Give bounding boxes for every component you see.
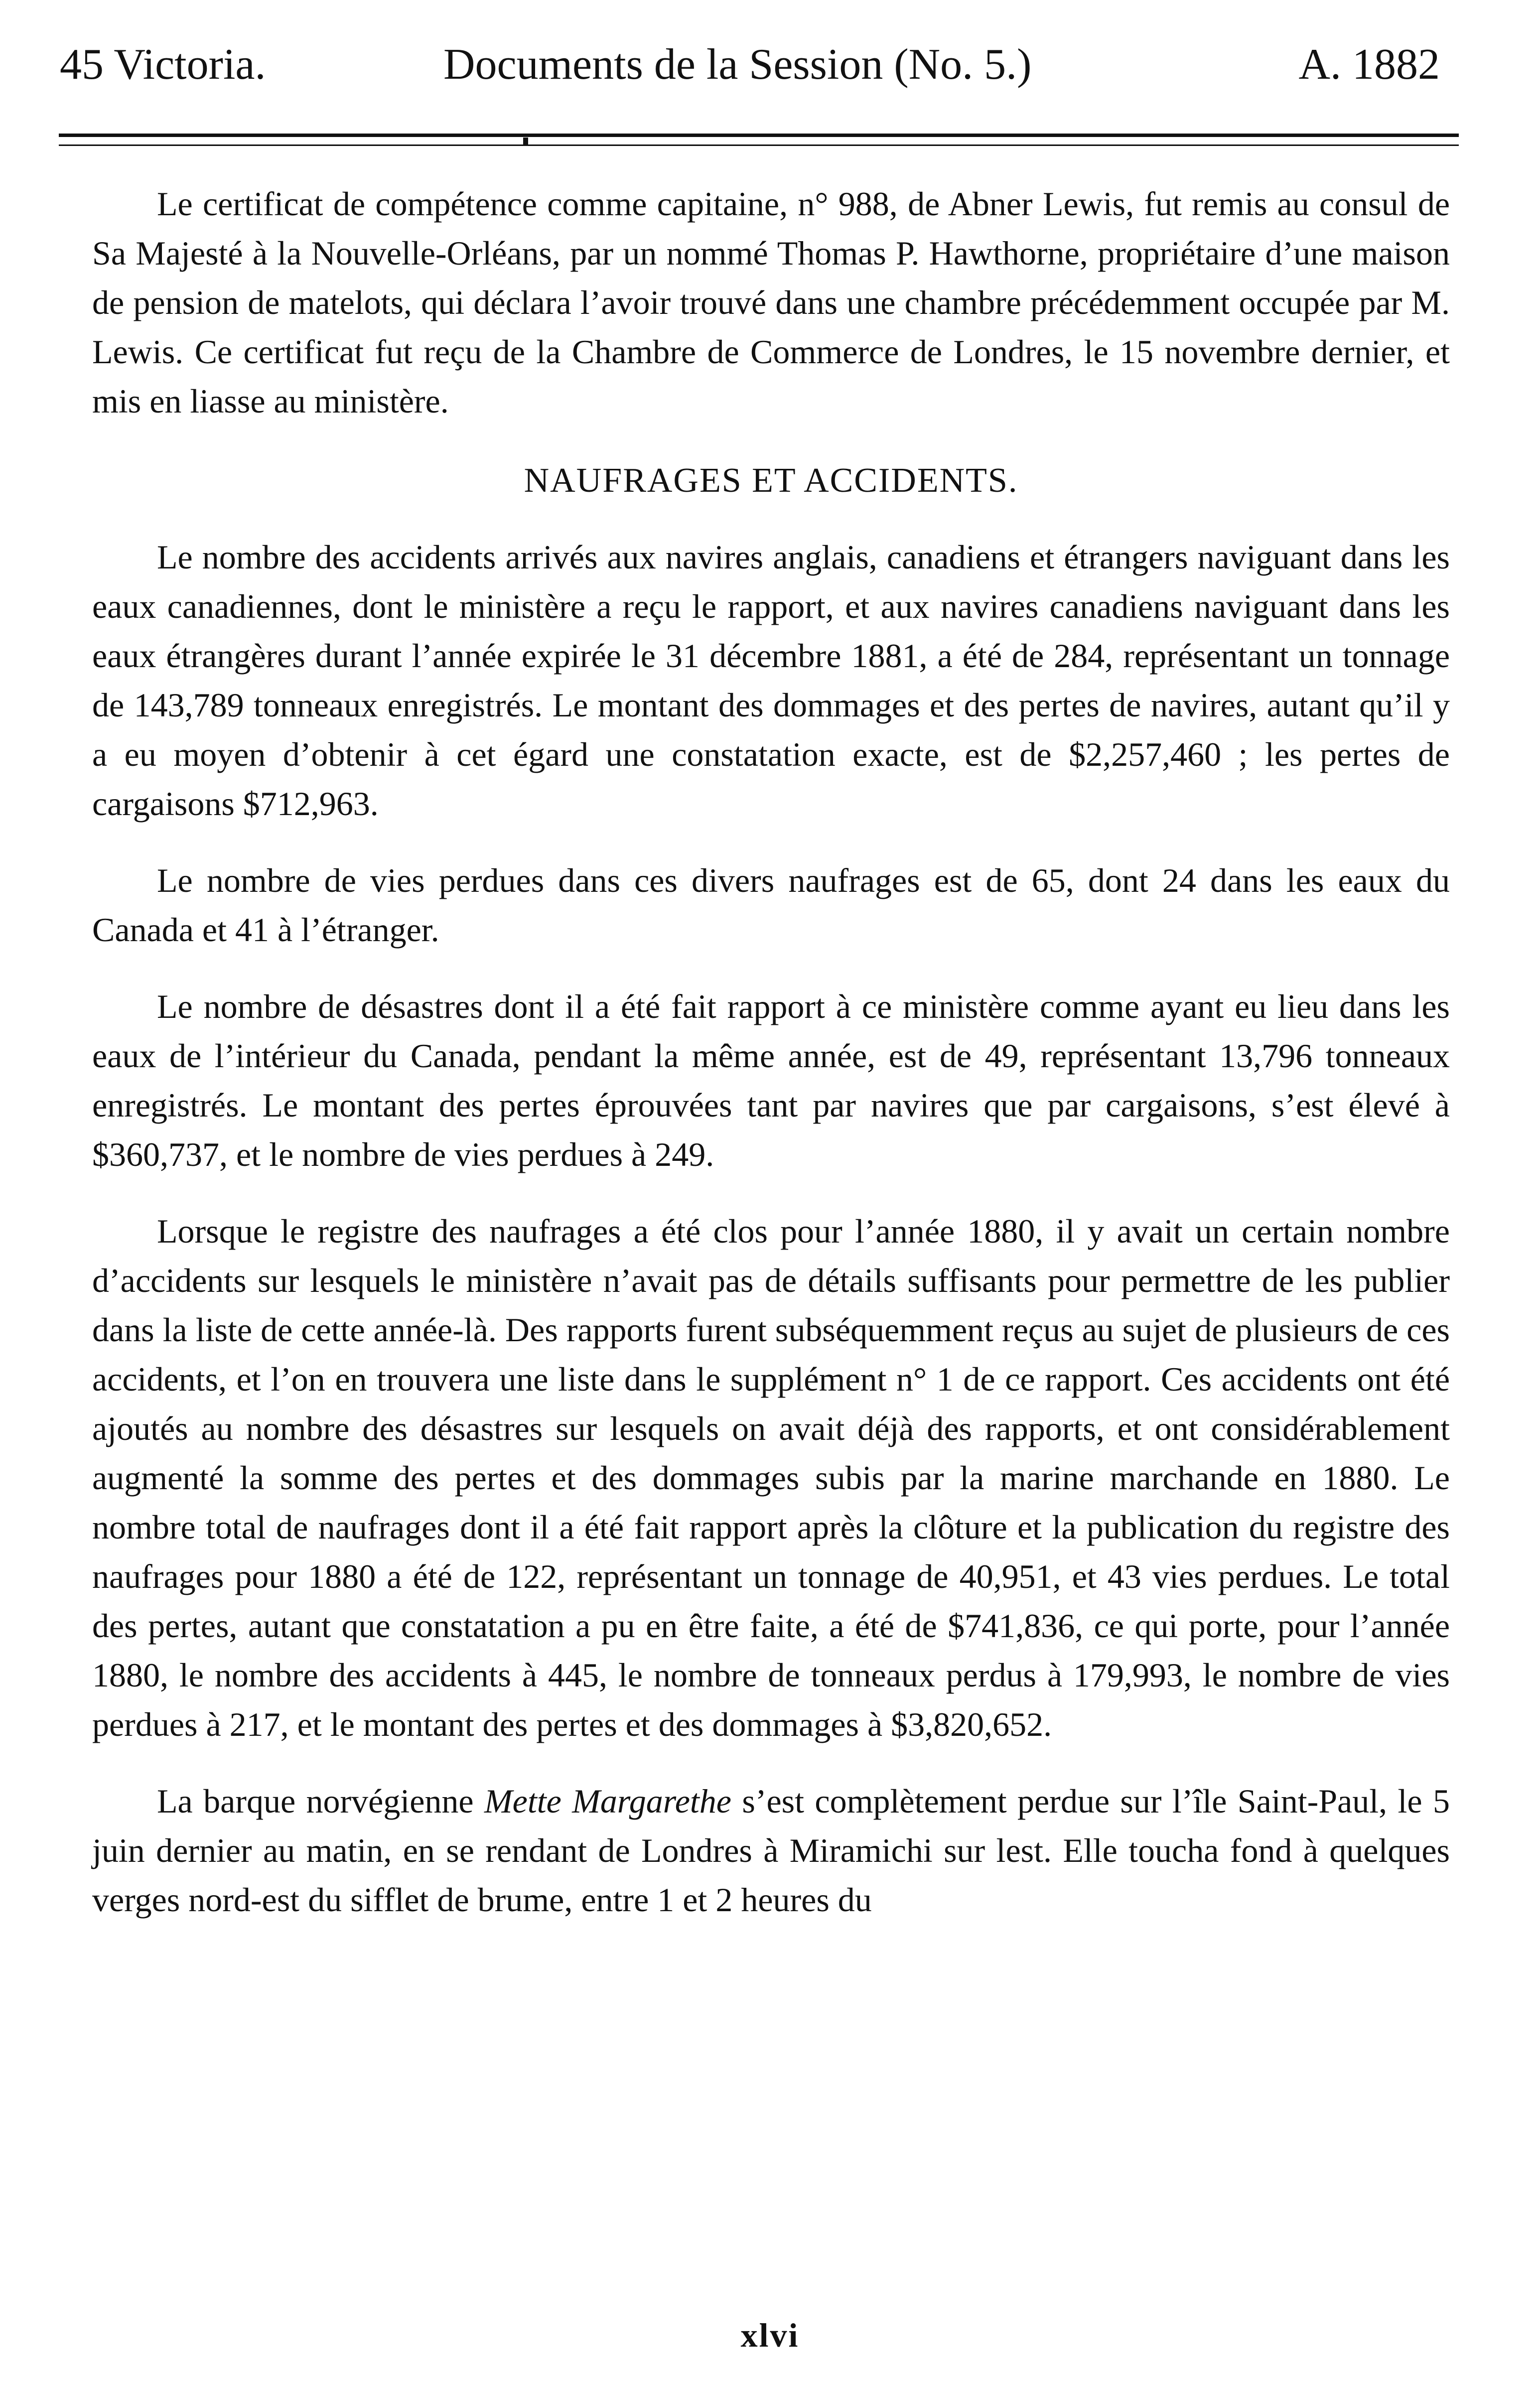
paragraph-accidents-count: Le nombre des accidents arrivés aux navires anglais, canadiens et étrangers naviguant dans les eaux canadiennes, dont le ministère a reçu le rapport, et aux navires canadiens naviguant dans les eaux étrangères durant l’année expirée le 31 décembre 1881, a été de 284, représentant un tonnage de 143,789 tonneaux enregistrés. Le montant des dommages et des pertes de navires, autant qu’il y a eu moyen d’obtenir à cet égard une constatation exacte, est de $2,257,460 ; les pertes de cargaisons $712,963. [92,538,1450,823]
ship-name: Mette Margarethe [484,1782,731,1820]
page-number: xlvi [740,2316,800,2354]
header-year: A. 1882 [1298,40,1440,89]
paragraph-lives-lost: Le nombre de vies perdues dans ces divers naufrages est de 65, dont 24 dans les eaux du Canada et 41 à l’étranger. [92,861,1450,949]
paragraph-registry-1880: Lorsque le registre des naufrages a été clos pour l’année 1880, il y avait un certain nombre d’accidents sur lesquels le ministère n’avait pas de détails suffisants pour permettre de les publier dans la liste de cette année-là. Des rapports furent subséquemment reçus au sujet de plusieurs de ces accidents, et l’on en trouvera une liste dans le supplément n° 1 de ce rapport. Ces accidents ont été ajoutés au nombre des désastres sur lesquels on avait déjà des rapports, et ont considérablement augmenté la somme des pertes et des dommages subis par la marine marchande en 1880. Le nombre total de naufrages dont il a été fait rapport après la clôture et la publication du registre des naufrages pour 1880 a été de 122, représentant un tonnage de 40,951, et 43 vies perdues. Le total des pertes, autant que constatation a pu en être faite, a été de $741,836, ce qui porte, pour l’année 1880, le nombre des accidents à 445, le nombre de tonneaux perdus à 179,993, le nombre de vies perdues à 217, et le montant des pertes et des dommages à $3,820,652. [92,1212,1450,1743]
header-volume: 45 Victoria. [60,40,266,89]
section-heading-text: NAUFRAGES ET ACCIDENTS. [524,461,1018,500]
paragraph-norwegian-barque [92,1777,1450,1925]
paragraph-interior-disasters: Le nombre de désastres dont il a été fait rapport à ce ministère comme ayant eu lieu dans les eaux de l’intérieur du Canada, pendant la même année, est de 49, représentant 13,796 tonneaux enregistrés. Le montant des pertes éprouvées tant par navires que par cargaisons, s’est élevé à $360,737, et le nombre de vies perdues à 249. [92,987,1450,1173]
header-rule-thin [59,144,1459,146]
paragraph-certificate: Le certificat de compétence comme capitaine, n° 988, de Abner Lewis, fut remis au consul de Sa Majesté à la Nouvelle-Orléans, par un nommé Thomas P. Hawthorne, propriétaire d’une maison de pension de matelots, qui déclara l’avoir trouvé dans une chambre précédemment occupée par M. Lewis. Ce certificat fut reçu de la Chambre de Commerce de Londres, le 15 novembre dernier, et mis en liasse au ministère. [92,185,1450,420]
section-heading [92,456,1450,505]
body-text [92,179,1450,1925]
barque-text-after: s’est complètement perdue sur l’île Saint-Paul, le 5 juin dernier au matin, en se rendant de Londres à Miramichi sur lest. Elle toucha fond à quelques verges nord-est du sifflet de brume, entre 1 et 2 heures du [92,1782,1450,1919]
header-rule-ornament [523,138,528,144]
header-title: Documents de la Session (No. 5.) [443,40,1032,89]
barque-text-before: La barque norvégienne [157,1782,484,1820]
header-rule-thick [59,134,1459,137]
running-header [60,35,1450,95]
